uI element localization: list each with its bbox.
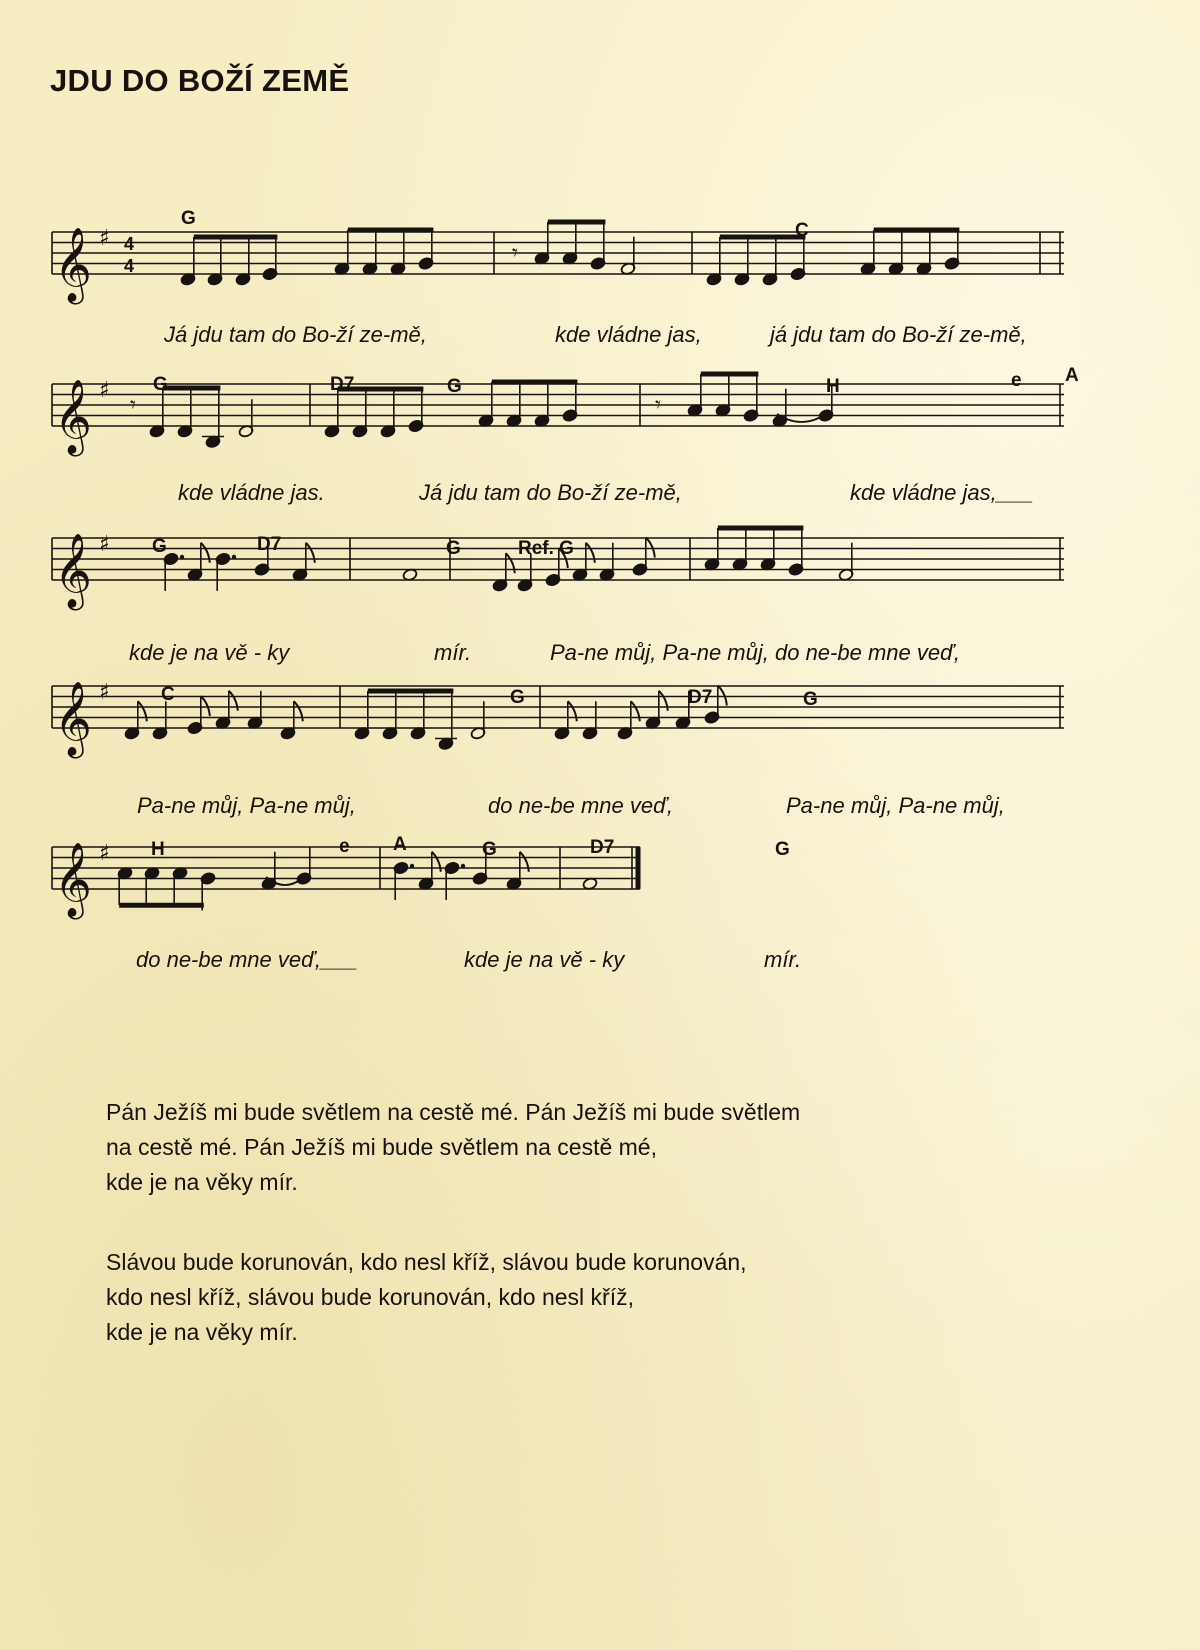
chord-symbol: H [826, 376, 840, 397]
beam [492, 380, 578, 385]
chord-symbol: G [153, 374, 168, 395]
sharp-icon: ♯ [99, 378, 110, 403]
verse-line: Pán Ježíš mi bude světlem na cestě mé. Pán Ježíš mi bude světlem [106, 1099, 801, 1125]
dot [232, 555, 236, 559]
eighth-rest-icon: 𝄾 [655, 393, 661, 418]
lyric-line: Pa-ne můj, Pa-ne můj, [786, 793, 1005, 818]
chord-symbol: G [446, 538, 461, 559]
dot [461, 864, 465, 868]
lyric-line: Já jdu tam do Bo-ží ze-mě, [419, 480, 682, 505]
chord-symbol: G [152, 536, 167, 557]
chord-symbol: A [393, 834, 407, 855]
chord-symbol: e [1011, 370, 1022, 391]
lyric-line: já jdu tam do Bo-ží ze-mě, [770, 322, 1027, 347]
treble-clef-icon: 𝄞 [54, 843, 92, 917]
lyric-line: do ne-be mne veď, [488, 793, 673, 818]
chord-symbol: G [482, 839, 497, 860]
chord-symbol: Ref. G [518, 538, 574, 559]
note-flag [201, 696, 210, 716]
beam [348, 228, 434, 233]
chord-symbol: G [803, 689, 818, 710]
verse-line: Slávou bude korunován, kdo nesl kříž, slávou bude korunován, [106, 1249, 747, 1275]
sharp-icon: ♯ [99, 841, 110, 866]
lyric-line: do ne-be mne veď,___ [136, 947, 358, 972]
verse-line: kdo nesl kříž, slávou bude korunován, kdo nesl kříž, [106, 1284, 635, 1310]
song-title: JDU DO BOŽÍ ZEMĚ [50, 63, 350, 98]
beam [720, 235, 806, 240]
note-flag [718, 686, 727, 706]
lyric-line: kde vládne jas, [555, 322, 702, 347]
chord-symbol: D7 [257, 534, 282, 555]
eighth-rest-icon: 𝄾 [512, 241, 518, 266]
chord-symbol: D7 [590, 837, 615, 858]
beam [718, 526, 804, 531]
time-sig: 4 [124, 256, 135, 276]
beam [368, 689, 454, 694]
lyric-line: kde vládne jas. [178, 480, 325, 505]
chord-symbol: A [1065, 365, 1079, 386]
treble-clef-icon: 𝄞 [54, 380, 92, 454]
verse-line: na cestě mé. Pán Ježíš mi bude světlem na cestě mé, [106, 1134, 657, 1160]
chord-symbol: H [151, 839, 165, 860]
lyric-line: kde je na vě - ky [464, 947, 625, 972]
beam [163, 386, 221, 391]
beam [874, 228, 960, 233]
lyric-line: Já jdu tam do Bo-ží ze-mě, [164, 322, 427, 347]
chord-symbol: G [181, 208, 196, 229]
note-flag [646, 538, 655, 558]
verse-line: kde je na věky mír. [106, 1319, 298, 1345]
time-sig: 4 [124, 234, 135, 254]
chord-symbol: C [795, 220, 809, 241]
lyric-line: kde je na vě - ky [129, 640, 290, 665]
beam [119, 903, 204, 908]
chord-symbol: e [339, 836, 350, 857]
beam [701, 372, 759, 377]
verse-line: kde je na věky mír. [106, 1169, 298, 1195]
eighth-rest-icon: 𝄾 [130, 393, 136, 418]
lyric-line: kde vládne jas,___ [850, 480, 1034, 505]
lyric-line: mír. [764, 947, 802, 972]
verse-1 [106, 1095, 800, 1200]
chord-symbol: D7 [330, 374, 355, 395]
chord-symbol: G [510, 687, 525, 708]
chord-symbol: G [775, 839, 790, 860]
beam [548, 220, 606, 225]
lyric-line: Pa-ne můj, Pa-ne můj, [137, 793, 356, 818]
dot [180, 555, 184, 559]
treble-clef-icon: 𝄞 [54, 534, 92, 608]
dot [410, 864, 414, 868]
sharp-icon: ♯ [99, 226, 110, 251]
treble-clef-icon: 𝄞 [54, 228, 92, 302]
chord-symbol: C [161, 684, 175, 705]
treble-clef-icon: 𝄞 [54, 682, 92, 756]
lyric-line: Pa-ne můj, Pa-ne můj, do ne-be mne veď, [550, 640, 960, 665]
chord-symbol: D7 [688, 687, 713, 708]
beam [194, 235, 278, 240]
lyric-line: mír. [434, 640, 472, 665]
sharp-icon: ♯ [99, 680, 110, 705]
verse-2 [106, 1245, 747, 1350]
sharp-icon: ♯ [99, 532, 110, 557]
chord-symbol: G [447, 376, 462, 397]
